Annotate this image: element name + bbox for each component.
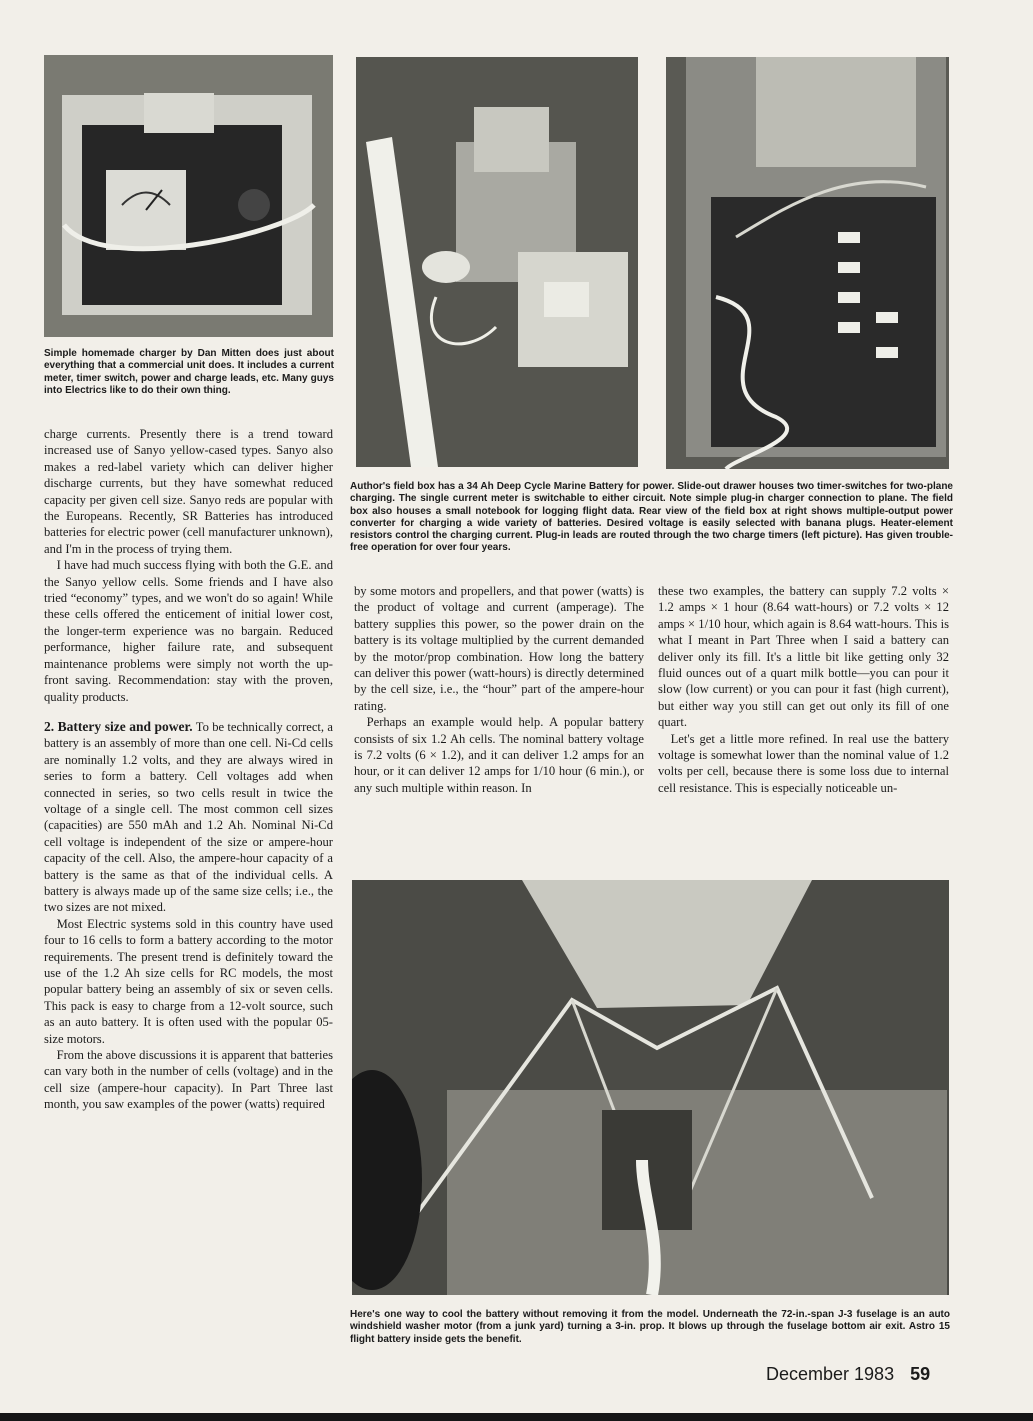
paragraph: Perhaps an example would help. A popular battery consists of six 1.2 Ah cells. The nominal battery voltage is 7.2 volts (6 × 1.2), and it can deliver 1.2 amps for an hour, or it can deliver 12 amps for 1/10 hour (6 min.), or any such multiple within reason. In [354,715,644,795]
page-number: 59 [910,1364,931,1384]
paragraph: these two examples, the battery can supply 7.2 volts × 1.2 amps × 1 hour (8.64 watt-hours) or 7.2 volts × 12 amps × 1/10 hour, which again is 8.64 watt-hours. This is what I meant in Part Three when I said a battery can deliver only its fill. It's a little bit like getting only 32 fluid ounces out of a quart milk bottle—you can pour it slow (low current) or you can pour it fast (high current), but either way you still can get out only its fill of one quart. [658,584,949,730]
photo-homemade-charger [44,55,333,337]
section-paragraph [44,719,333,916]
paragraph: by some motors and propellers, and that power (watts) is the product of voltage and current (amperage). The battery supplies this power, so the power drain on the battery is its voltage multiplied by the current demanded by the motor/prop combination. How long the battery can deliver this power (watt-hours) is directly determined by the cell size, i.e., the “hour” part of the ampere-hour rating. [354,584,644,713]
paragraph: Most Electric systems sold in this country have used four to 16 cells to form a battery according to the motor requirements. The present trend is definitely toward the use of the 1.2 Ah size cells for RC models, the most popular battery being an assembly of six or seven cells. This pack is easy to charge from a 12-volt source, such as an auto battery. It is often used with the popular 05-size motors. [44,916,333,1046]
paragraph: From the above discussions it is apparent that batteries can vary both in the number of cells (voltage) and in the cell size (ampere-hour capacity). In Part Three last month, you saw examples of the power (watts) required [44,1048,333,1112]
paragraph: I have had much success flying with both the G.E. and the Sanyo yellow cells. Some friends and I have also tried “economy” types, and we won't do so again! While these cells offered the enticement of initial lower cost, the longer-term experience was no bargain. Reduced performance, higher failure rate, and subsequent maintenance problems were simply not worth the up-front saving. Recommendation: stay with the proven, quality products. [44,558,333,704]
article-column-1 [44,426,333,1113]
page-footer [766,1364,930,1385]
paragraph: Let's get a little more refined. In real use the battery voltage is somewhat lower than the nominal value of 1.2 volts per cell, because there is some loss due to internal cell resistance. This is especially noticeable un- [658,731,949,795]
paragraph-text: To be technically correct, a battery is an assembly of more than one cell. Ni-Cd cells are nominally 1.2 volts, and they are always wired in series to form a battery. Cell voltages add when connected in series, so two cells result in twice the voltage of a single cell. The most common cell sizes (capacities) are 550 mAh and 1.2 Ah. Nominal Ni-Cd cell voltage is independent of the size or ampere-hour capacity of the cell. Also, the ampere-hour capacity of a battery is the same as that of the individual cells. A battery is always made up of the same size cells; i.e., the two sizes are not mixed. [44,719,333,915]
photo-field-box [356,57,638,467]
caption-homemade-charger: Simple homemade charger by Dan Mitten does just about everything that a commercial unit does. It includes a current meter, timer switch, power and charge leads, etc. Many guys into Electrics like to do their own thing. [44,348,334,396]
caption-battery-cooling: Here's one way to cool the battery without removing it from the model. Underneath the 72-in.-span J-3 fuselage is an auto windshield washer motor (from a junk yard) turning a 3-in. prop. It blows up through the fuselage bottom air exit. Astro 15 flight battery inside gets the benefit. [350,1309,950,1345]
article-column-3 [658,583,949,796]
photo-field-box-rear [666,57,949,469]
photo-battery-cooling [352,880,949,1295]
scan-edge [0,1413,1033,1421]
section-heading: 2. Battery size and power. [44,718,193,734]
caption-field-box: Author's field box has a 34 Ah Deep Cycle Marine Battery for power. Slide-out drawer houses two timer-switches for two-plane charging. The single current meter is switchable to either circuit. Note simple plug-in charger connection to plane. The field box also houses a small notebook for logging flight data. Rear view of the field box at right shows multiple-output power converter for charging a wide variety of batteries. Desired voltage is easily selected with banana plugs. Heater-element resistors control the charging current. Plug-in leads are routed through the two charge timers (left picture). Has given trouble-free operation for over four years. [350,481,953,554]
article-column-2 [354,583,644,796]
issue-date: December 1983 [766,1364,895,1384]
paragraph: charge currents. Presently there is a trend toward increased use of Sanyo yellow-cased types. Sanyo also makes a red-label variety which can deliver higher discharge currents, but they have somewhat reduced capacity per given cell size. Sanyo reds are popular with the Europeans. Recently, SR Batteries has introduced batteries for electric power (cell manufacturer unknown), and I'm in the process of trying them. [44,427,333,556]
